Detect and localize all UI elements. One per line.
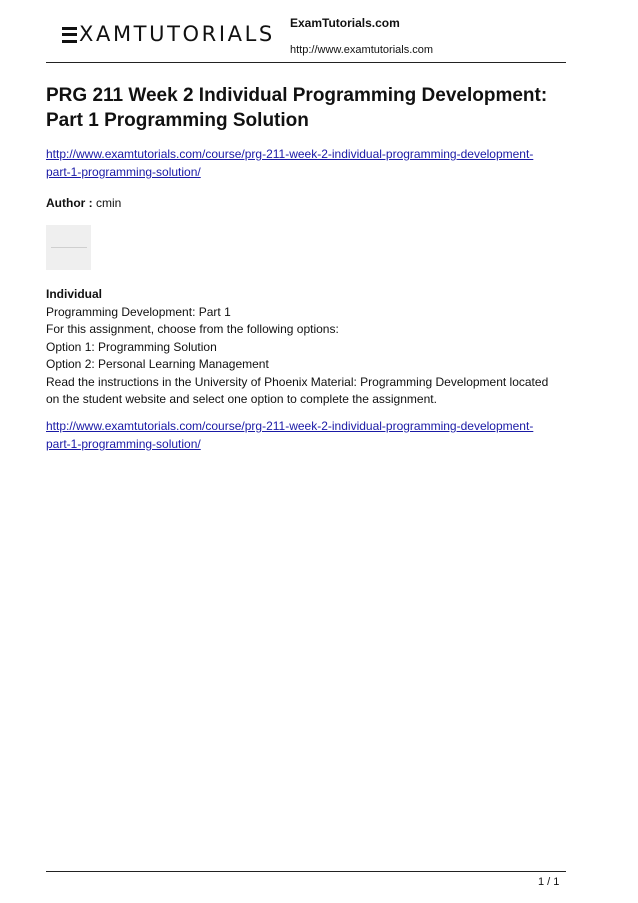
- logo-e-icon: [62, 27, 77, 43]
- course-link-top-line-2: part-1-programming-solution/: [46, 165, 201, 179]
- header-divider: [46, 62, 566, 63]
- body-line: Programming Development: Part 1: [46, 304, 231, 319]
- course-link-bottom[interactable]: [46, 417, 586, 453]
- document-body: [46, 286, 596, 409]
- body-line: Read the instructions in the University of Phoenix Material: Programming Development located: [46, 374, 549, 389]
- course-link-bottom-line-1: http://www.examtutorials.com/course/prg-211-week-2-individual-programming-development-: [46, 419, 534, 433]
- product-thumbnail: [46, 225, 91, 270]
- footer-divider: [46, 871, 566, 872]
- header-site-url: http://www.examtutorials.com: [290, 44, 434, 56]
- body-line: Option 1: Programming Solution: [46, 339, 217, 354]
- title-line-2: Part 1 Programming Solution: [46, 110, 309, 131]
- body-heading: Individual: [46, 287, 103, 301]
- header-site-name: ExamTutorials.com: [290, 16, 400, 30]
- author-line: [46, 196, 121, 210]
- thumbnail-placeholder-icon: [51, 247, 87, 248]
- body-line: For this assignment, choose from the following options:: [46, 322, 339, 336]
- logo-text: XAMTUTORIALS: [79, 22, 275, 46]
- page-title: [46, 83, 576, 133]
- course-link-bottom-line-2: part-1-programming-solution/: [46, 437, 201, 451]
- title-line-1: PRG 211 Week 2 Individual Programming Development:: [46, 85, 548, 106]
- course-link-top[interactable]: [46, 145, 586, 181]
- page-number: 1 / 1: [538, 876, 560, 888]
- body-line: Option 2: Personal Learning Management: [46, 357, 269, 371]
- course-link-top-line-1: http://www.examtutorials.com/course/prg-211-week-2-individual-programming-development-: [46, 147, 534, 161]
- author-name: cmin: [96, 196, 122, 210]
- site-logo[interactable]: [62, 24, 275, 45]
- author-label: Author :: [46, 196, 93, 210]
- body-line: on the student website and select one option to complete the assignment.: [46, 392, 437, 406]
